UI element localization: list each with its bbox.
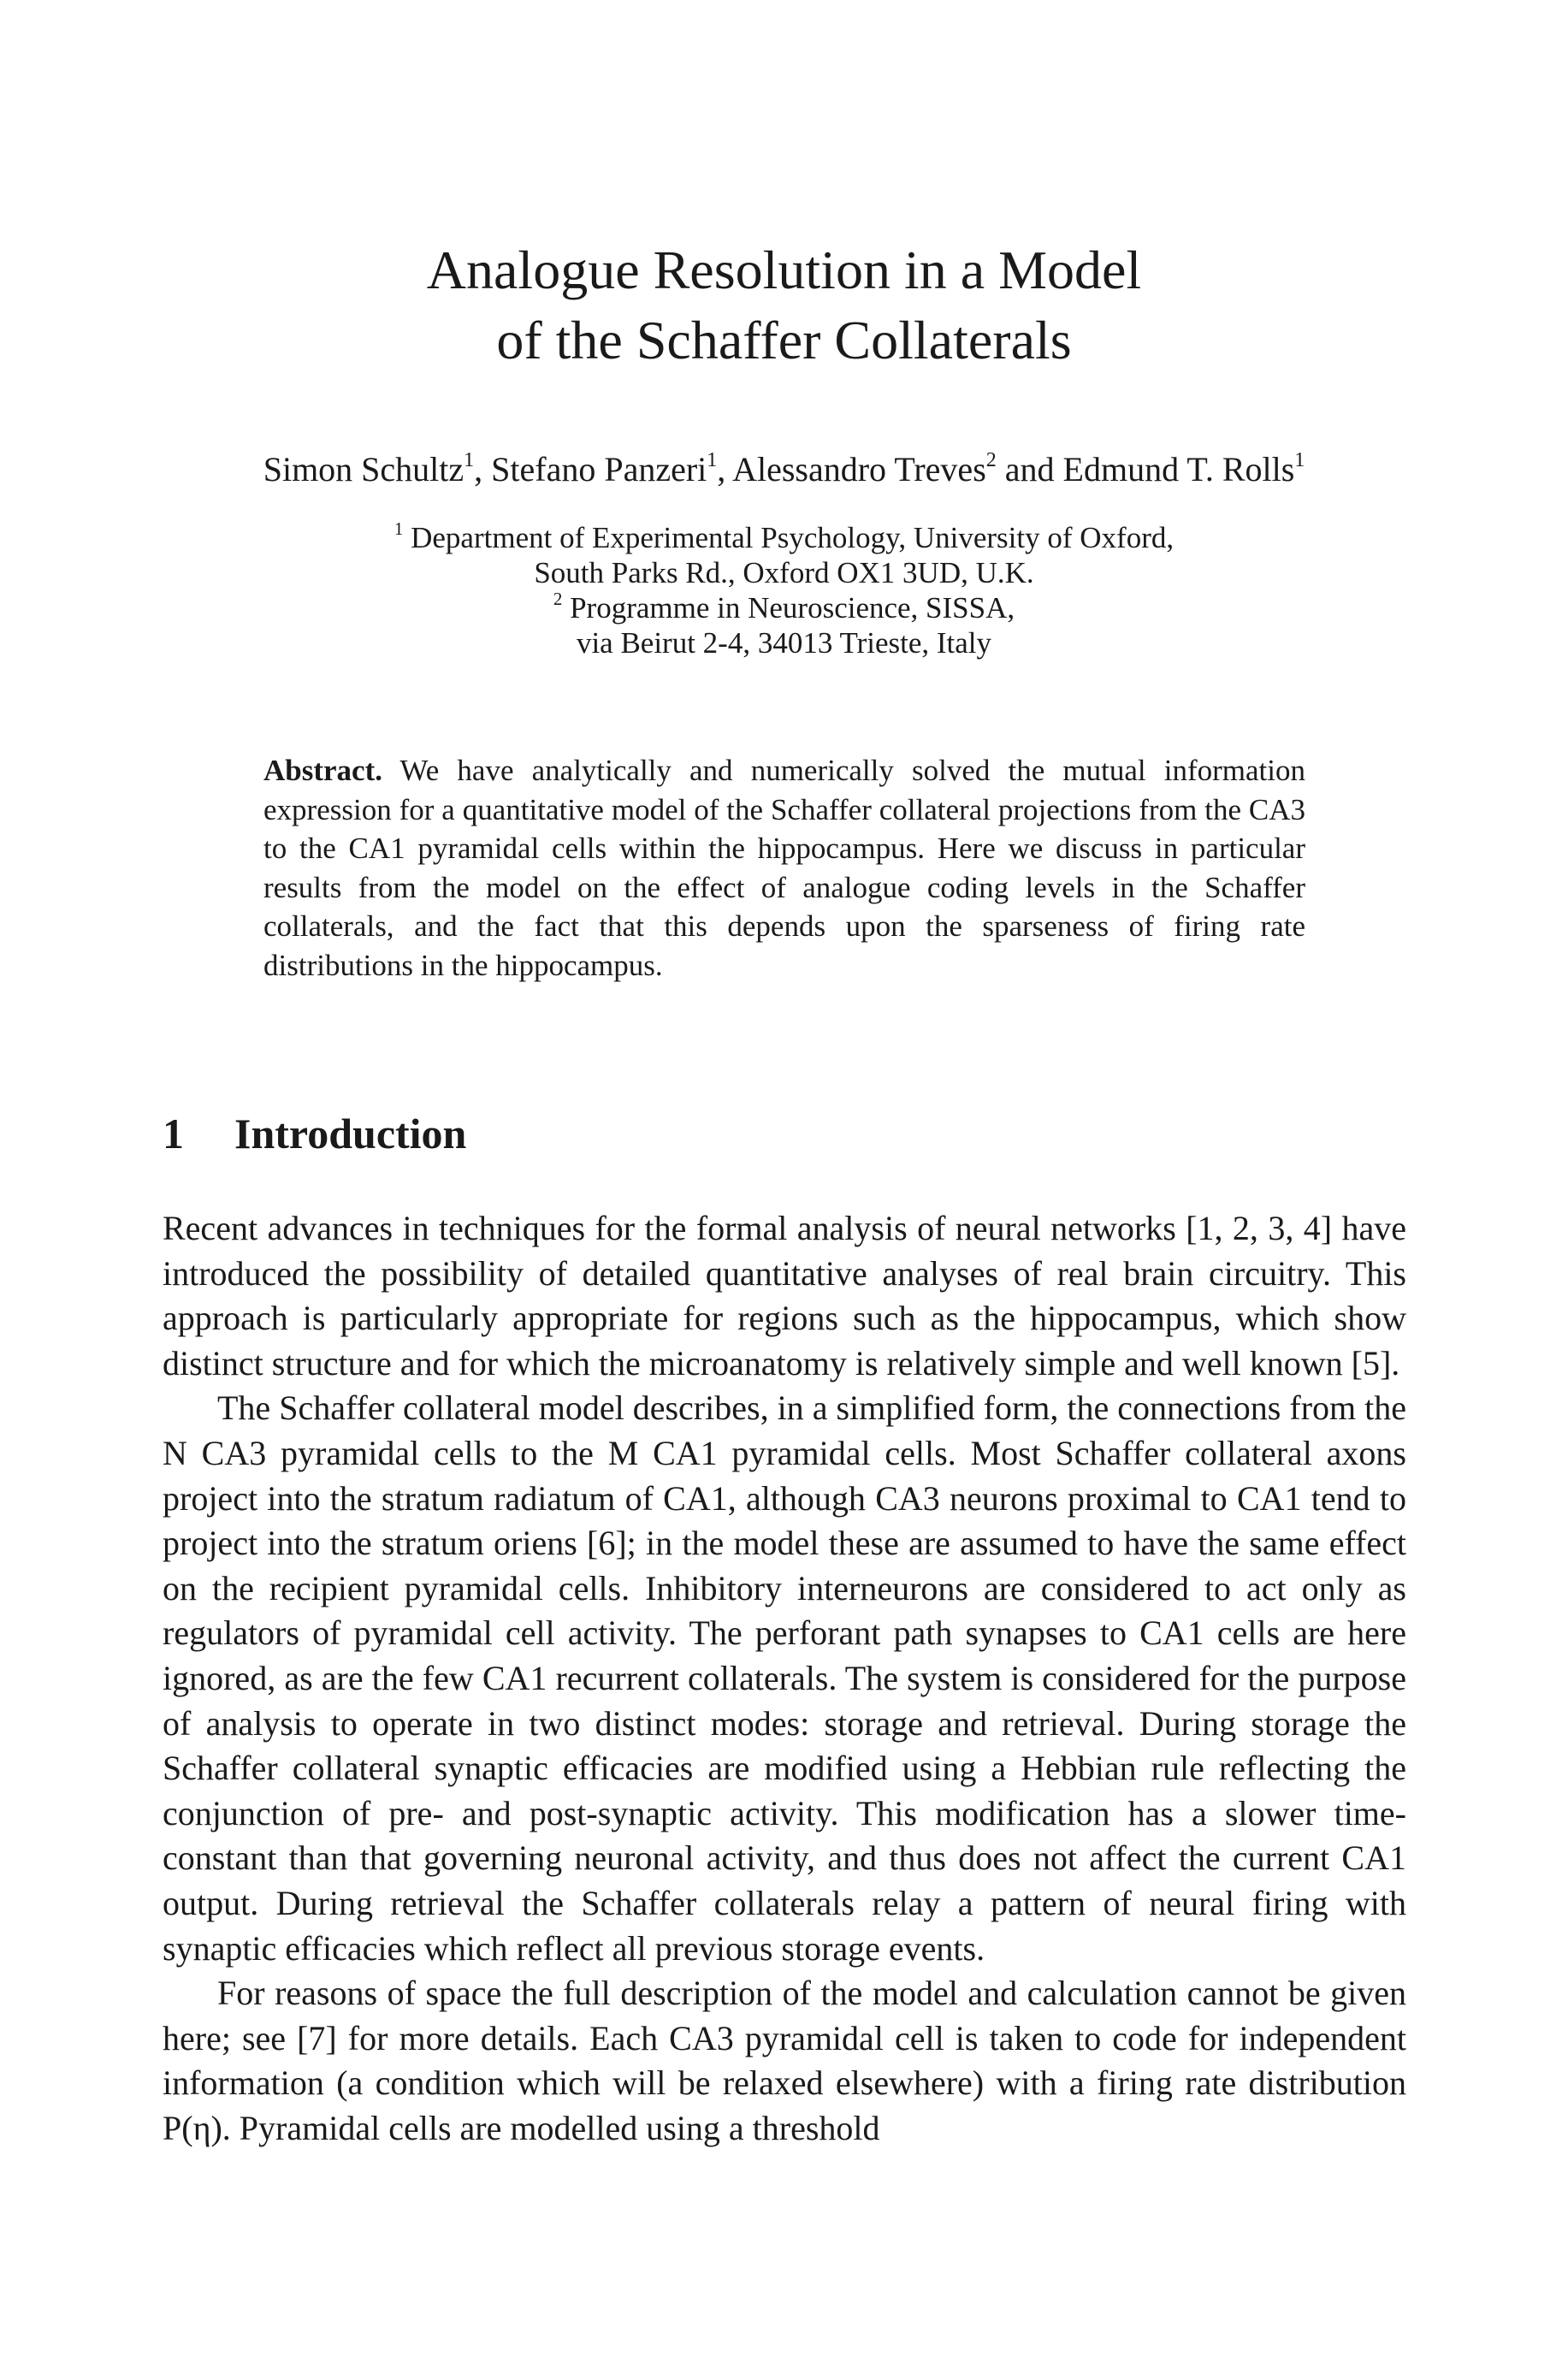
section-number: 1 — [163, 1110, 184, 1157]
affiliation-1-line-1: $^1$ Department of Experimental Psychology, University of Oxford, — [393, 518, 1175, 554]
body-text — [163, 1206, 1406, 2151]
author-name: Edmund T. Rolls — [1062, 450, 1295, 488]
paragraph: The Schaffer collateral model describes, in a simplified form, the connections from the N CA3 pyramidal cells to the M CA1 pyramidal cells. Most Schaffer collateral axons project into the stratum radiatum of CA1, although CA3 neurons proximal to CA1 tend to project into the stratum oriens [6]; in the model these are assumed to have the same effect on the recipient pyramidal cells. Inhibitory interneurons are considered to act only as regulators of pyramidal cell activity. The perforant path synapses to CA1 cells are here ignored, as are the few CA1 recurrent collaterals. The system is considered for the purpose of analysis to operate in two distinct modes: storage and retrieval. During storage the Schaffer collateral synaptic efficacies are modified using a Hebbian rule reflecting the conjunction of pre- and post-synaptic activity. This modification has a slower time-constant than that governing neuronal activity, and thus does not affect the current CA1 output. During retrieval the Schaffer collaterals relay a pattern of neural firing with synaptic efficacies which reflect all previous storage events. — [163, 1388, 1406, 1968]
author-name: Simon Schultz — [263, 450, 464, 488]
author-affil-mark: 1 — [464, 449, 475, 472]
affiliation-2-line-1: $^2$ Programme in Neuroscience, SISSA, — [553, 589, 1015, 625]
author-name: Stefano Panzeri — [491, 450, 707, 488]
affiliations — [0, 520, 1568, 660]
paragraph: For reasons of space the full description of the model and calculation cannot be given here; see [7] for more details. Each CA3 pyramidal cell is taken to code for independent information (a condition which will be relaxed elsewhere) with a firing rate distribution P(η). Pyramidal cells are modelled using a threshold — [163, 1974, 1406, 2147]
paper-title — [0, 235, 1568, 376]
paragraph: Recent advances in techniques for the formal analysis of neural networks [1, 2, 3, 4] have introduced the possibility of detailed quantitative analyses of real brain circuitry. This approach is particularly appropriate for regions such as the hippocampus, which show distinct structure and for which the microanatomy is relatively simple and well known [5]. — [163, 1209, 1406, 1382]
affiliation-mark: 2 — [553, 589, 563, 610]
section-title: Introduction — [234, 1110, 467, 1157]
affiliation-mark: 1 — [393, 518, 404, 540]
author-separator: , — [717, 450, 733, 488]
author-affil-mark: 1 — [707, 449, 718, 472]
affiliation-2-line-2: via Beirut 2-4, 34013 Trieste, Italy — [576, 626, 992, 660]
author-affil-mark: 2 — [985, 449, 997, 472]
author-name: Alessandro Treves — [732, 450, 986, 488]
author-list — [0, 448, 1568, 491]
author-separator: , — [474, 450, 492, 488]
author-separator: and — [996, 450, 1063, 488]
abstract-text: We have analytically and numerically solved the mutual information expression for a quantitative model of the Schaffer collateral projections from the CA3 to the CA1 pyramidal cells within the hippocampus. Here we discuss in particular results from the model on the effect of analogue coding levels in the Schaffer collaterals, and the fact that this depends upon the sparseness of firing rate distributions in the hippocampus. — [263, 754, 1305, 982]
section-heading — [163, 1108, 466, 1159]
abstract-label: Abstract. — [263, 754, 382, 787]
title-line-2: of the Schaffer Collaterals — [496, 310, 1072, 370]
author-affil-mark: 1 — [1294, 449, 1305, 472]
title-line-1: Analogue Resolution in a Model — [426, 240, 1142, 300]
affiliation-1-line-2: South Parks Rd., Oxford OX1 3UD, U.K. — [534, 556, 1034, 589]
abstract — [263, 751, 1305, 986]
